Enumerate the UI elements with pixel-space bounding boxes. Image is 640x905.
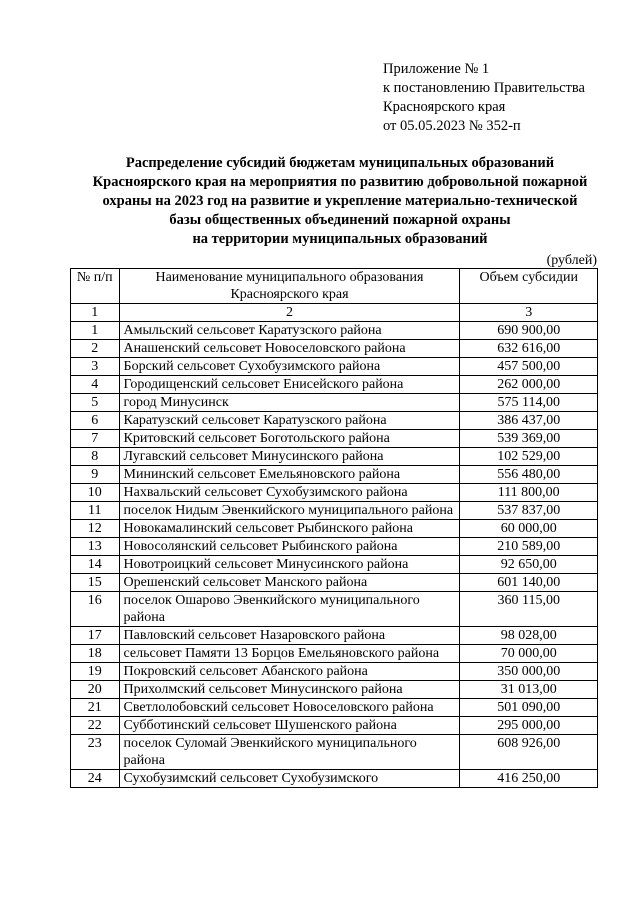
column-number: 1 <box>71 304 120 322</box>
row-amount: 608 926,00 <box>460 735 598 770</box>
appendix-block <box>383 60 585 136</box>
row-amount: 350 000,00 <box>460 663 598 681</box>
row-number: 10 <box>71 484 120 502</box>
title-line: на территории муниципальных образований <box>192 231 488 247</box>
row-number: 14 <box>71 556 120 574</box>
table-row <box>71 663 598 681</box>
row-name: Мининский сельсовет Емельяновского района <box>119 466 460 484</box>
row-number: 19 <box>71 663 120 681</box>
row-amount: 262 000,00 <box>460 376 598 394</box>
table-header-row <box>71 269 598 304</box>
row-name: Новокамалинский сельсовет Рыбинского района <box>119 520 460 538</box>
row-amount: 360 115,00 <box>460 592 598 627</box>
table-row <box>71 394 598 412</box>
table-row <box>71 681 598 699</box>
row-name: Нахвальский сельсовет Сухобузимского района <box>119 484 460 502</box>
appendix-line: Красноярского края <box>383 99 506 115</box>
row-number: 5 <box>71 394 120 412</box>
row-number: 13 <box>71 538 120 556</box>
table-row <box>71 502 598 520</box>
table-row <box>71 484 598 502</box>
row-name: поселок Нидым Эвенкийского муниципального района <box>119 502 460 520</box>
row-name: Субботинский сельсовет Шушенского района <box>119 717 460 735</box>
table-row <box>71 735 598 770</box>
row-amount: 102 529,00 <box>460 448 598 466</box>
row-amount: 601 140,00 <box>460 574 598 592</box>
row-number: 15 <box>71 574 120 592</box>
row-number: 23 <box>71 735 120 770</box>
row-name: город Минусинск <box>119 394 460 412</box>
row-name: Каратузский сельсовет Каратузского района <box>119 412 460 430</box>
row-amount: 537 837,00 <box>460 502 598 520</box>
title-line: базы общественных объединений пожарной охраны <box>169 212 511 228</box>
row-name: поселок Ошарово Эвенкийского муниципального района <box>119 592 460 627</box>
appendix-line: Приложение № 1 <box>383 61 490 77</box>
row-amount: 690 900,00 <box>460 322 598 340</box>
table-row <box>71 770 598 788</box>
row-name: Борский сельсовет Сухобузимского района <box>119 358 460 376</box>
row-name: Лугавский сельсовет Минусинского района <box>119 448 460 466</box>
table-body <box>71 322 598 788</box>
row-number: 7 <box>71 430 120 448</box>
row-amount: 210 589,00 <box>460 538 598 556</box>
table-row <box>71 466 598 484</box>
row-amount: 386 437,00 <box>460 412 598 430</box>
document-title <box>60 154 620 249</box>
table-row <box>71 645 598 663</box>
row-name: Критовский сельсовет Боготольского района <box>119 430 460 448</box>
row-number: 24 <box>71 770 120 788</box>
row-name: Анашенский сельсовет Новоселовского района <box>119 340 460 358</box>
row-number: 20 <box>71 681 120 699</box>
row-amount: 556 480,00 <box>460 466 598 484</box>
column-number: 3 <box>460 304 598 322</box>
table-row <box>71 699 598 717</box>
row-amount: 539 369,00 <box>460 430 598 448</box>
header-name: Наименование муниципального образования Красноярского края <box>119 269 460 304</box>
header-amount: Объем субсидии <box>460 269 598 304</box>
row-name: Амыльский сельсовет Каратузского района <box>119 322 460 340</box>
table-row <box>71 412 598 430</box>
row-name: Городищенский сельсовет Енисейского района <box>119 376 460 394</box>
row-number: 18 <box>71 645 120 663</box>
row-name: Светлолобовский сельсовет Новоселовского района <box>119 699 460 717</box>
row-name: поселок Суломай Эвенкийского муниципального района <box>119 735 460 770</box>
table-row <box>71 717 598 735</box>
table-row <box>71 448 598 466</box>
row-name: Павловский сельсовет Назаровского района <box>119 627 460 645</box>
subsidy-table <box>70 268 598 788</box>
row-amount: 632 616,00 <box>460 340 598 358</box>
column-number-row <box>71 304 598 322</box>
column-number: 2 <box>119 304 460 322</box>
table-row <box>71 592 598 627</box>
table-row <box>71 358 598 376</box>
table-row <box>71 376 598 394</box>
row-number: 1 <box>71 322 120 340</box>
appendix-line: к постановлению Правительства <box>383 80 585 96</box>
row-number: 6 <box>71 412 120 430</box>
table-row <box>71 322 598 340</box>
row-amount: 111 800,00 <box>460 484 598 502</box>
row-amount: 295 000,00 <box>460 717 598 735</box>
row-name: сельсовет Памяти 13 Борцов Емельяновского района <box>119 645 460 663</box>
row-name: Новосолянский сельсовет Рыбинского района <box>119 538 460 556</box>
table-row <box>71 430 598 448</box>
title-line: Красноярского края на мероприятия по развитию добровольной пожарной <box>92 174 588 190</box>
row-number: 22 <box>71 717 120 735</box>
table-row <box>71 520 598 538</box>
row-name: Орешенский сельсовет Манского района <box>119 574 460 592</box>
row-number: 12 <box>71 520 120 538</box>
header-num: № п/п <box>71 269 120 304</box>
row-amount: 457 500,00 <box>460 358 598 376</box>
appendix-line: от 05.05.2023 № 352-п <box>383 118 521 134</box>
row-number: 2 <box>71 340 120 358</box>
row-name: Сухобузимский сельсовет Сухобузимского <box>119 770 460 788</box>
table-row <box>71 340 598 358</box>
title-line: охраны на 2023 год на развитие и укрепление материально-технической <box>102 193 578 209</box>
row-number: 16 <box>71 592 120 627</box>
row-number: 21 <box>71 699 120 717</box>
row-name: Прихолмский сельсовет Минусинского района <box>119 681 460 699</box>
row-number: 3 <box>71 358 120 376</box>
row-number: 4 <box>71 376 120 394</box>
row-amount: 31 013,00 <box>460 681 598 699</box>
row-name: Покровский сельсовет Абанского района <box>119 663 460 681</box>
row-number: 17 <box>71 627 120 645</box>
row-amount: 60 000,00 <box>460 520 598 538</box>
units-label: (рублей) <box>546 253 597 268</box>
row-number: 8 <box>71 448 120 466</box>
table-row <box>71 574 598 592</box>
title-line: Распределение субсидий бюджетам муниципальных образований <box>125 155 555 171</box>
row-number: 11 <box>71 502 120 520</box>
row-amount: 416 250,00 <box>460 770 598 788</box>
row-amount: 575 114,00 <box>460 394 598 412</box>
table-row <box>71 538 598 556</box>
table-row <box>71 556 598 574</box>
row-amount: 92 650,00 <box>460 556 598 574</box>
row-amount: 98 028,00 <box>460 627 598 645</box>
row-number: 9 <box>71 466 120 484</box>
row-amount: 501 090,00 <box>460 699 598 717</box>
row-name: Новотроицкий сельсовет Минусинского района <box>119 556 460 574</box>
row-amount: 70 000,00 <box>460 645 598 663</box>
table-row <box>71 627 598 645</box>
